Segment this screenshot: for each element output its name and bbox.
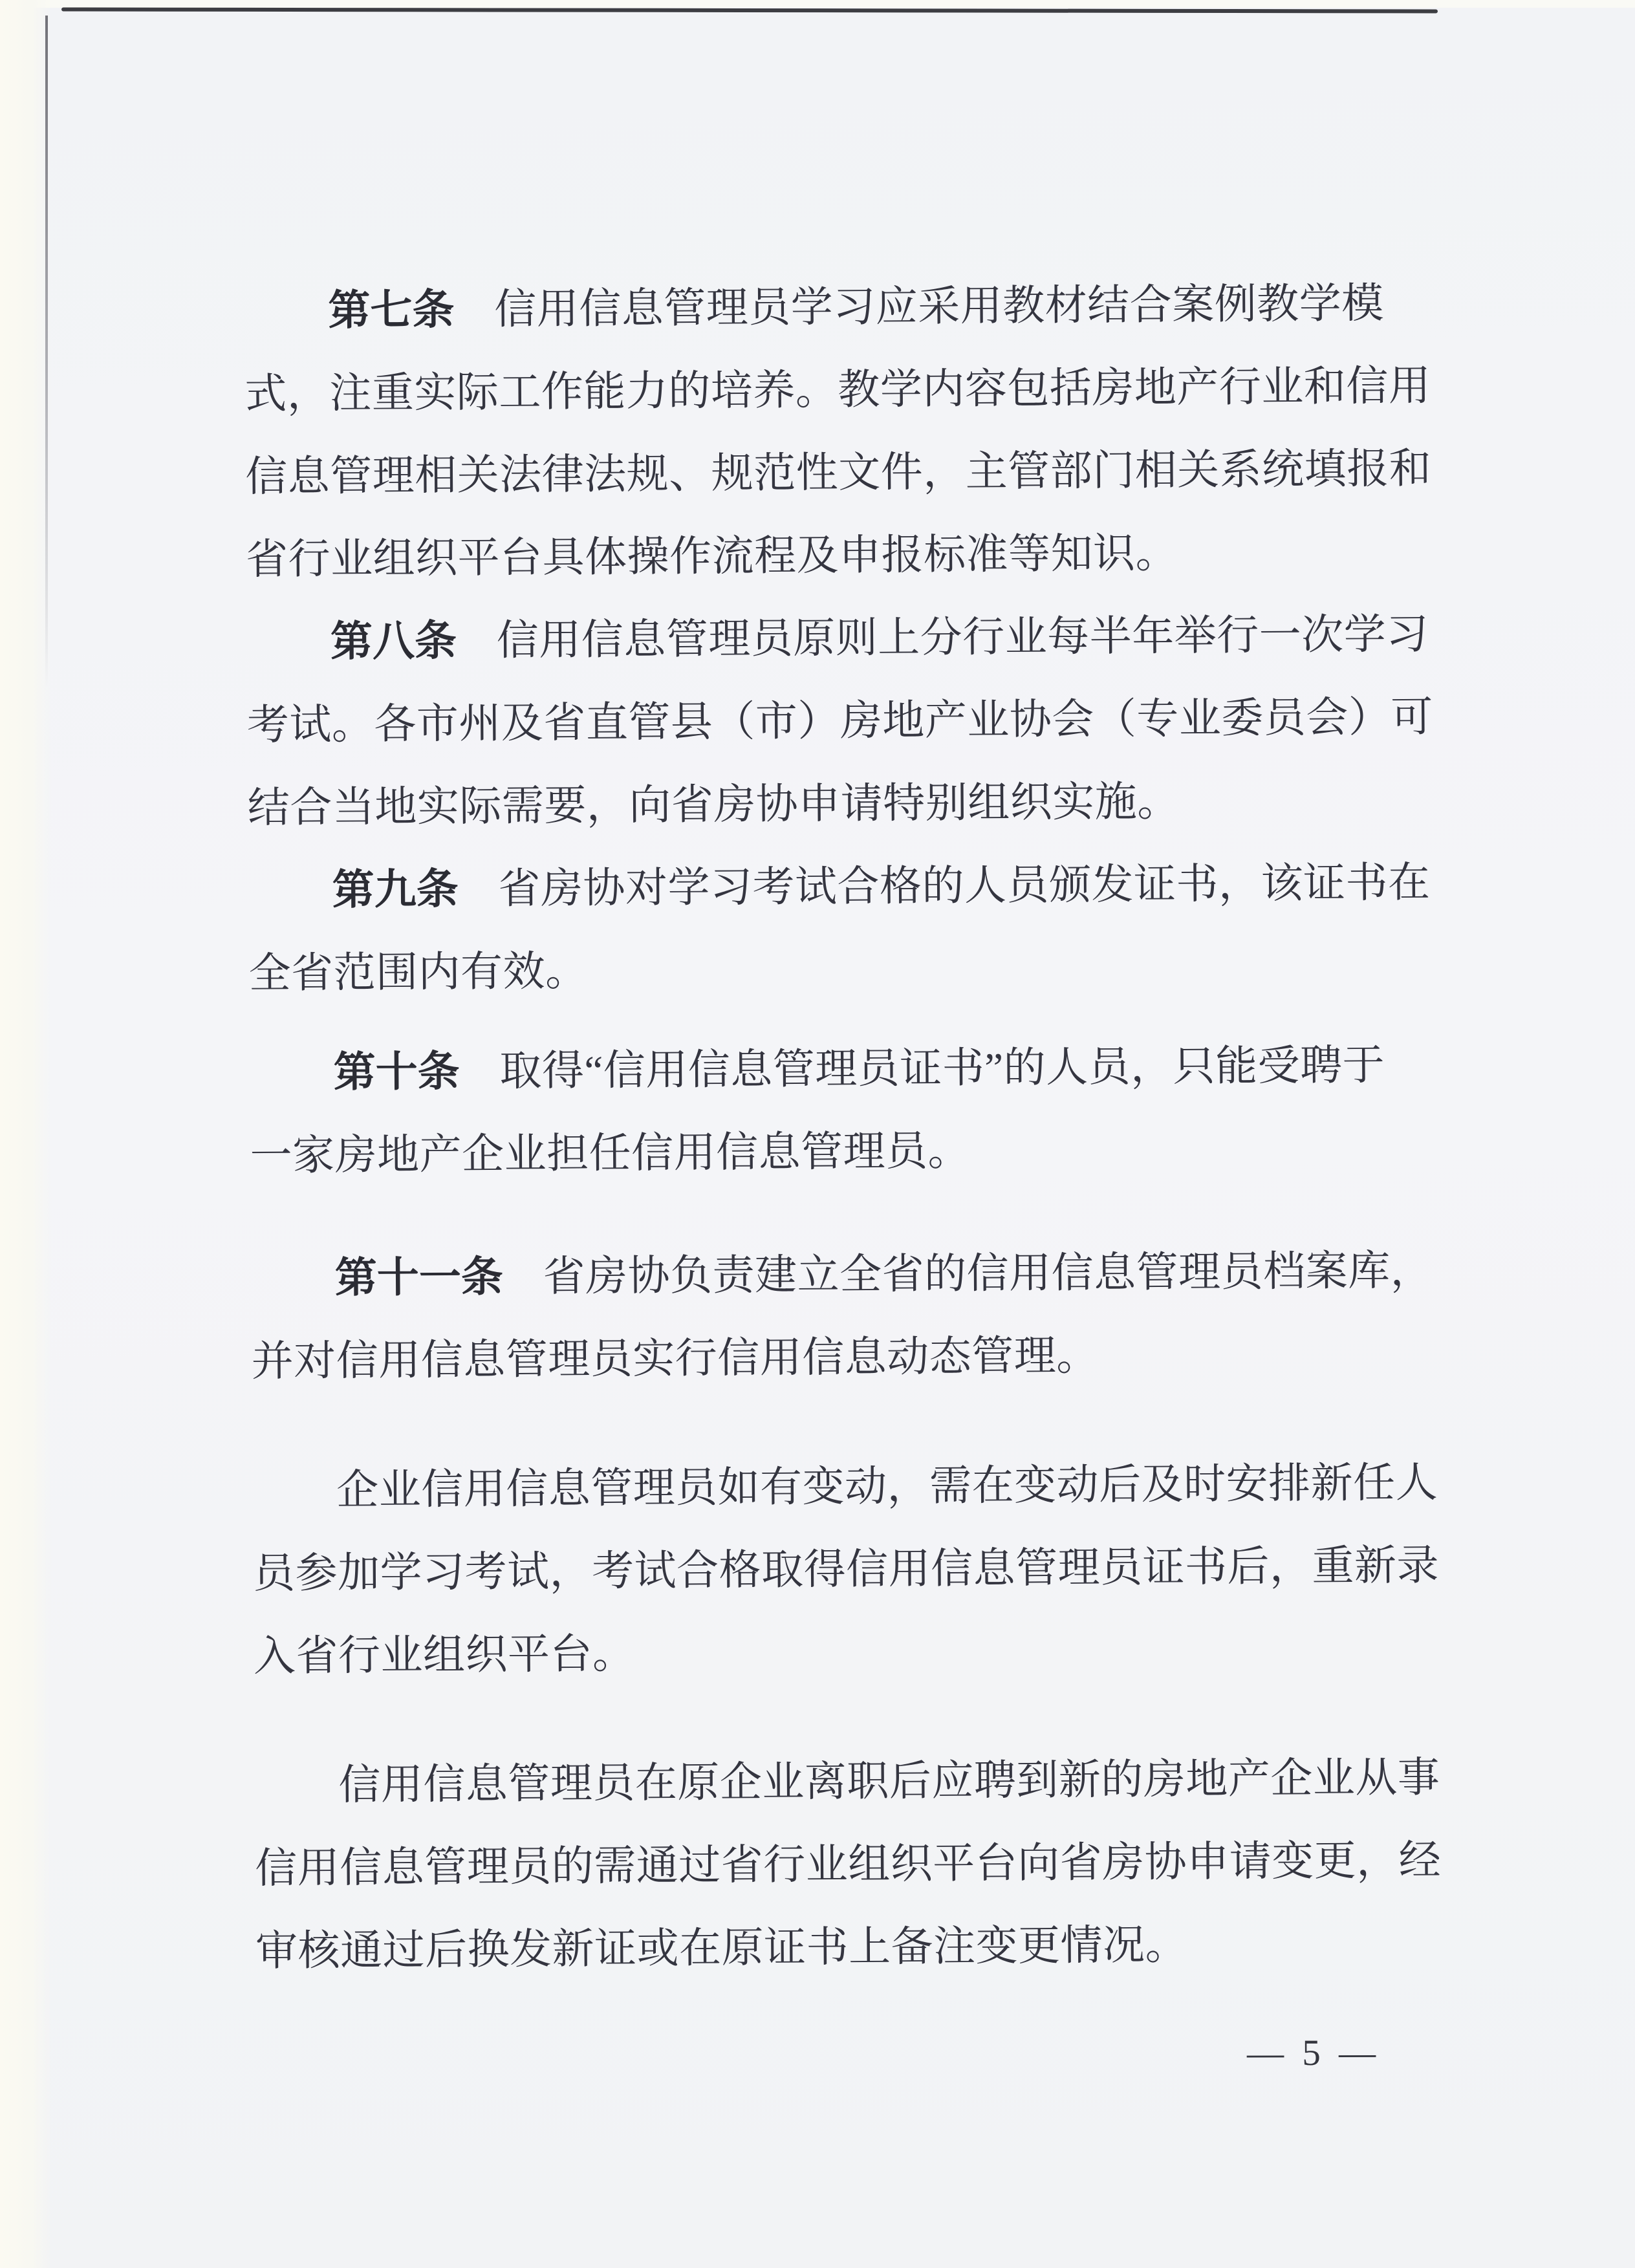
line-text: 考试。各市州及省直管县（市）房地产业协会（专业委员会）可: [246, 694, 1434, 749]
scan-artifact-top-line: [61, 8, 1438, 14]
text-line: [244, 262, 1425, 353]
line-text: 入省行业组织平台。: [253, 1630, 635, 1680]
line-text: 信用信息管理员原则上分行业每半年举行一次学习: [496, 611, 1429, 665]
text-line: [250, 1229, 1431, 1321]
text-line: [252, 1442, 1438, 1533]
line-text: 并对信用信息管理员实行信用信息动态管理。: [251, 1332, 1099, 1385]
text-line: [255, 1902, 1436, 1993]
line-text: 式，注重实际工作能力的培养。教学内容包括房地产行业和信用: [244, 363, 1431, 418]
text-line: [252, 1524, 1440, 1615]
line-text: 一家房地产企业担任信用信息管理员。: [250, 1128, 971, 1180]
text-line: [246, 593, 1427, 684]
article-7-paragraph: [244, 262, 1432, 601]
text-line: [247, 759, 1428, 850]
line-text: 审核通过后换发新证或在原证书上备注变更情况。: [255, 1921, 1188, 1975]
line-text: 取得“信用信息管理员证书”的人员，只能受聘于: [499, 1042, 1385, 1096]
line-text: 信息管理相关法律法规、规范性文件，主管部门相关系统填报和: [244, 446, 1432, 501]
line-text: 信用信息管理员的需通过省行业组织平台向省房协申请变更，经: [255, 1837, 1442, 1892]
line-text: 省房协对学习考试合格的人员颁发证书，该证书在: [498, 859, 1431, 913]
text-line: [254, 1607, 1435, 1698]
article-9-paragraph: [248, 841, 1429, 1015]
scan-edge-left: [0, 0, 52, 2268]
text-line: [249, 1024, 1430, 1115]
text-line: [248, 924, 1429, 1015]
line-text: 信用信息管理员在原企业离职后应聘到新的房地产企业从事: [338, 1755, 1440, 1809]
line-text: 企业信用信息管理员如有变动，需在变动后及时安排新任人: [336, 1460, 1438, 1515]
line-text: 全省范围内有效。: [248, 948, 588, 997]
article-number-label: 第七条: [328, 286, 455, 335]
document-body: [244, 262, 1442, 1993]
article-8-paragraph: [246, 593, 1434, 850]
text-line: [246, 510, 1427, 601]
article-number-label: 第九条: [332, 866, 459, 914]
line-text: 省行业组织平台具体操作流程及申报标准等知识。: [245, 530, 1178, 583]
line-text: 员参加学习考试，考试合格取得信用信息管理员证书后，重新录: [252, 1542, 1440, 1597]
article-11-paragraph: [250, 1229, 1432, 1403]
text-line: [248, 841, 1429, 933]
text-line: [244, 427, 1432, 519]
manager-transfer-paragraph: [254, 1736, 1442, 1993]
line-text: 省房协负责建立全省的信用信息管理员档案库，: [543, 1247, 1433, 1301]
text-line: [255, 1819, 1442, 1910]
page-number: — 5 —: [1246, 2032, 1381, 2074]
scan-edge-top: [0, 0, 1635, 8]
manager-change-paragraph: [252, 1442, 1440, 1698]
line-text: 结合当地实际需要，向省房协申请特别组织实施。: [247, 778, 1180, 832]
text-line: [251, 1312, 1432, 1403]
text-line: [244, 345, 1431, 436]
text-line: [250, 1107, 1431, 1198]
article-number-label: 第十一条: [334, 1254, 504, 1302]
article-number-label: 第八条: [330, 618, 457, 666]
article-number-label: 第十条: [333, 1048, 460, 1097]
text-line: [254, 1736, 1440, 1828]
article-10-paragraph: [249, 1024, 1431, 1198]
scan-artifact-left-line: [45, 16, 48, 688]
line-text: 信用信息管理员学习应采用教材结合案例教学模: [493, 280, 1384, 334]
text-line: [246, 676, 1434, 767]
